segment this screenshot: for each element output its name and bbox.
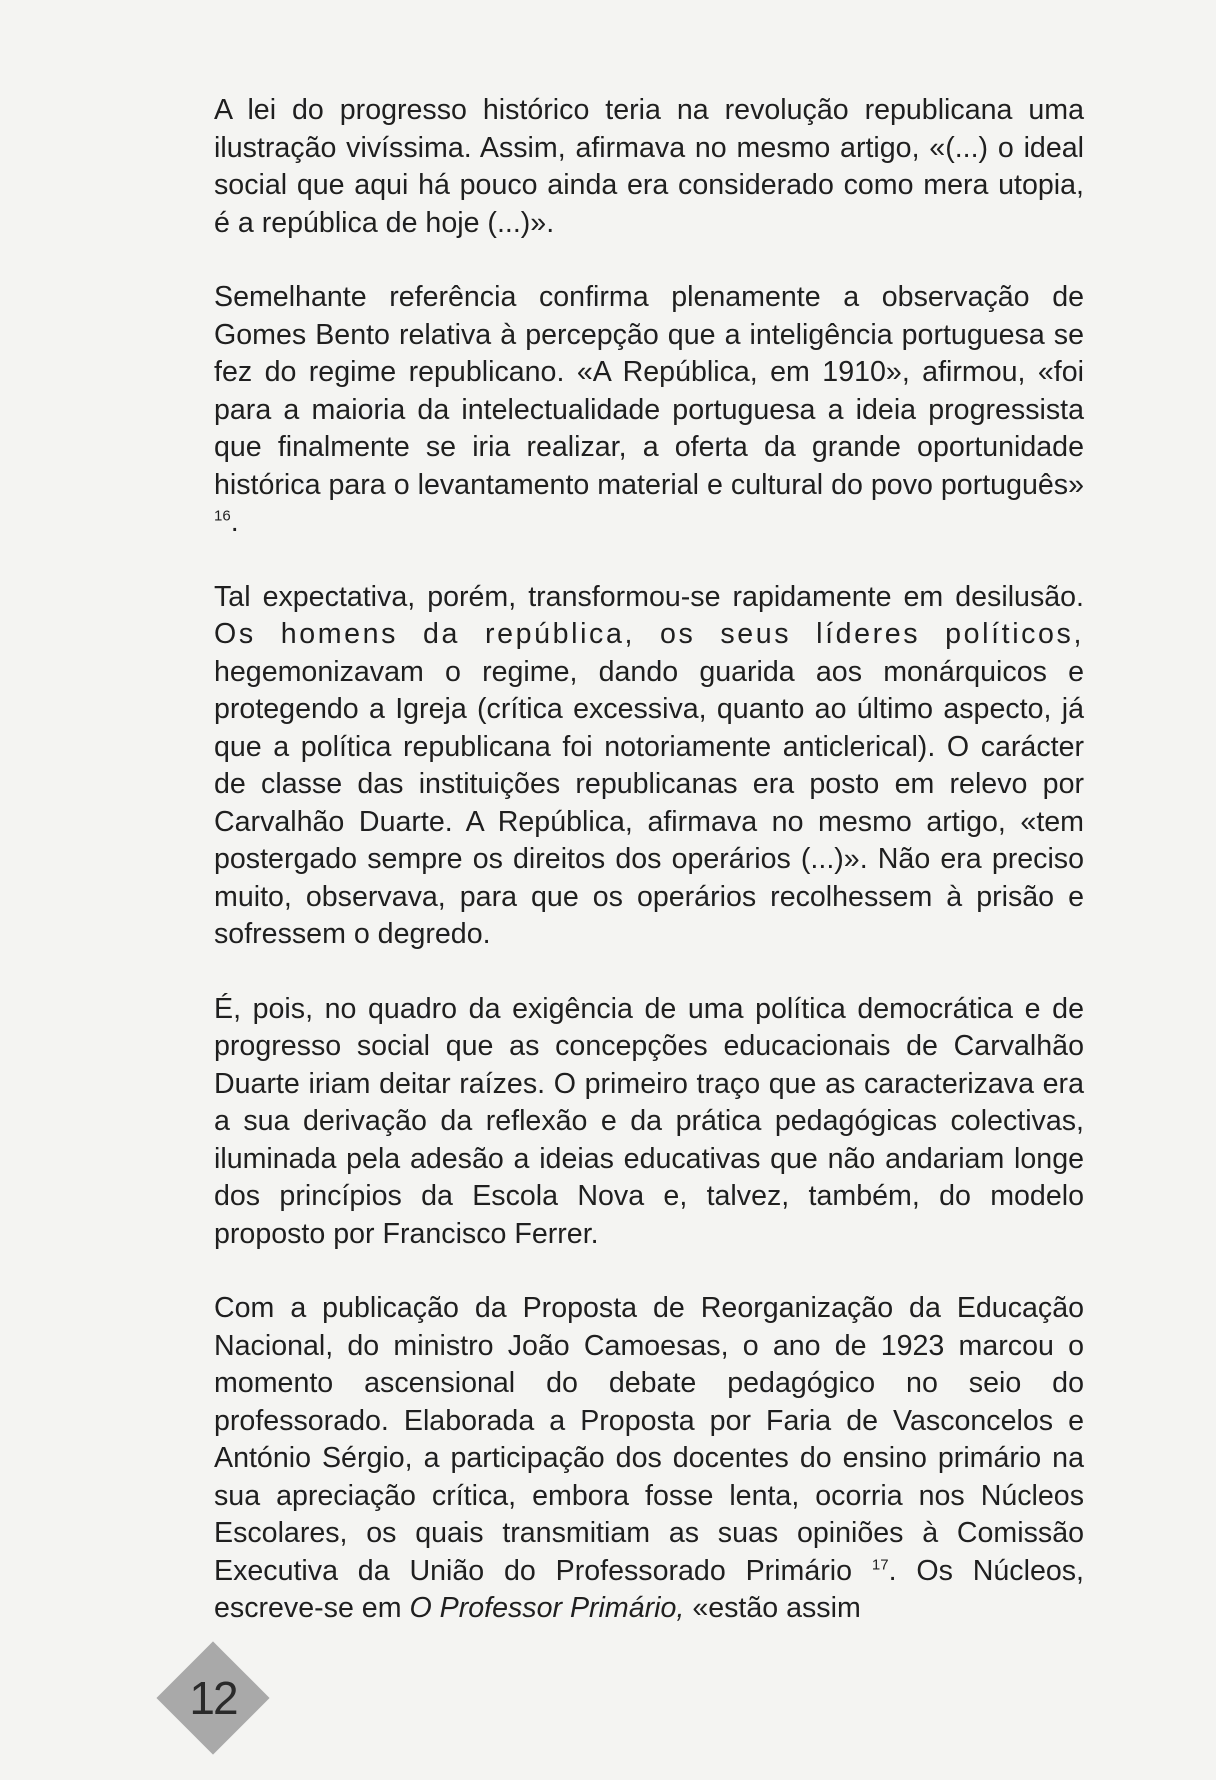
paragraph-3 (214, 579, 1084, 954)
paragraph-4 (214, 991, 1084, 1254)
footnote-ref-16: 16 (214, 507, 231, 525)
paragraph-2-text: Semelhante referência confirma plenamente a observação de Gomes Bento relativa à percepção que a inteligência portuguesa se fez do regime republicano. «A República, em 1910», afirmou, «foi para a maioria da intelectualidade portuguesa a ideia progressista que finalmente se iria realizar, a oferta da grande oportunidade histórica para o levantamento material e cultural do povo português» (214, 281, 1084, 501)
paragraph-5 (214, 1290, 1084, 1628)
page-body (214, 92, 1084, 1665)
paragraph-3-line1: Tal expectativa, porém, transformou-se rapidamente em desilusão. (214, 580, 1084, 613)
paragraph-2 (214, 279, 1084, 542)
page-number: 12 (189, 1672, 237, 1724)
page-number-badge (155, 1640, 271, 1756)
publication-title: O Professor Primário, (409, 1592, 685, 1624)
paragraph-5-end: «estão assim (692, 1592, 861, 1624)
paragraph-1 (214, 92, 1084, 242)
paragraph-4-text: É, pois, no quadro da exigência de uma política democrática e de progresso social que as concepções educacionais de Carvalhão Duarte iriam deitar raízes. O primeiro traço que as caracterizava era a sua derivação da reflexão e da prática pedagógicas colectivas, iluminada pela adesão a ideias educativas que não andariam longe dos princípios da Escola Nova e, talvez, também, do modelo proposto por Francisco Ferrer. (214, 992, 1084, 1250)
footnote-ref-17: 17 (871, 1555, 889, 1573)
paragraph-3-line2: Os homens da república, os seus líderes políticos, (214, 618, 1084, 650)
paragraph-1-text: A lei do progresso histórico teria na revolução republicana uma ilustração vivíssima. Assim, afirmava no mesmo artigo, «(...) o ideal social que aqui há pouco ainda era considerado como mera utopia, é a república de hoje (...)». (214, 94, 1084, 239)
paragraph-3-rest: hegemonizavam o regime, dando guarida aos monárquicos e protegendo a Igreja (crítica excessiva, quanto ao último aspecto, já que a política republicana foi notoriamente anticlerical). O carácter de classe das instituições republicanas era posto em relevo por Carvalhão Duarte. A República, afirmava no mesmo artigo, «tem postergado sempre os direitos dos operários (...)». Não era preciso muito, observava, para que os operários recolhessem à prisão e sofressem o degredo. (214, 655, 1084, 950)
paragraph-5-after: . Os Núcleos, escreve-se em (214, 1554, 1084, 1624)
paragraph-2-after: . (230, 506, 239, 538)
paragraph-5-text: Com a publicação da Proposta de Reorganização da Educação Nacional, do ministro João Camoesas, o ano de 1923 marcou o momento ascensional do debate pedagógico no seio do professorado. Elaborada a Proposta por Faria de Vasconcelos e António Sérgio, a participação dos docentes do ensino primário na sua apreciação crítica, embora fosse lenta, ocorria nos Núcleos Escolares, os quais transmitiam as suas opiniões à Comissão Executiva da União do Professorado Primário (214, 1292, 1084, 1587)
